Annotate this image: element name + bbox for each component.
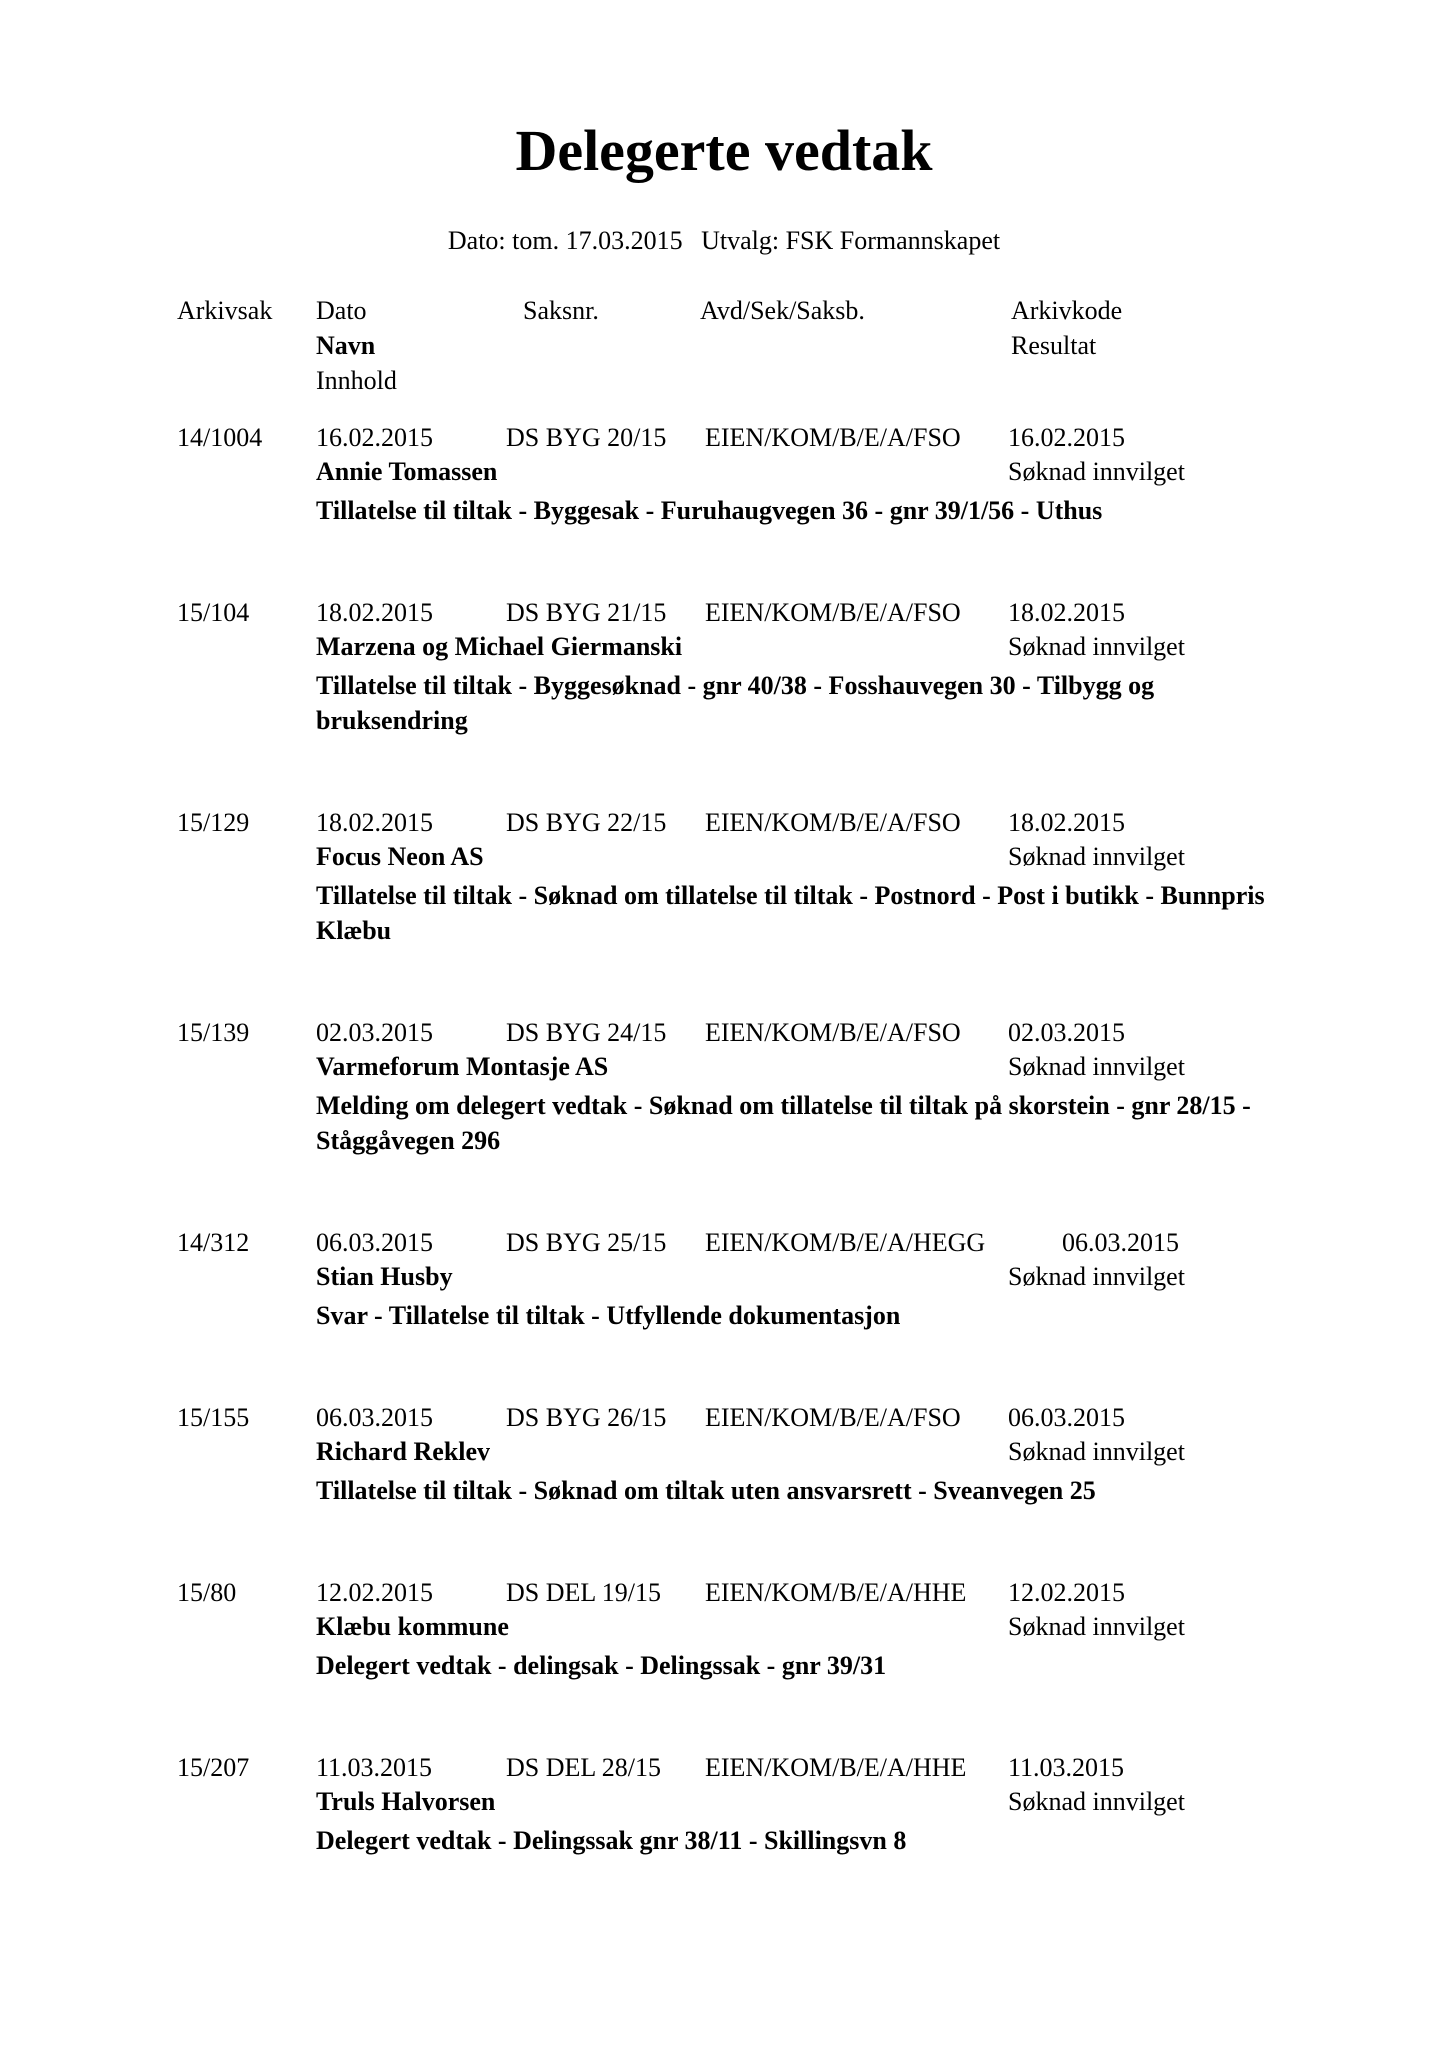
report-subtitle: [0, 228, 1448, 254]
date-filter: Dato: tom. 17.03.2015: [447, 226, 683, 255]
entry-resultat: Søknad innvilget: [1008, 1612, 1185, 1641]
entry-arkivkode: 02.03.2015: [1008, 1018, 1125, 1047]
entry-avd: EIEN/KOM/B/E/A/FSO: [705, 1018, 961, 1047]
entry-resultat: Søknad innvilget: [1008, 1262, 1185, 1291]
entry-resultat: Søknad innvilget: [1008, 842, 1185, 871]
entry-arkivsak: 15/129: [177, 808, 250, 837]
entry-saksnr: DS BYG 24/15: [506, 1018, 667, 1047]
entry-dato: 18.02.2015: [316, 808, 433, 837]
entry-navn: Richard Reklev: [316, 1437, 491, 1466]
entry-innhold: Tillatelse til tiltak - Søknad om tillatelse til tiltak - Postnord - Post i butikk - Bunnpris Klæbu: [316, 881, 1265, 945]
entry-dato: 11.03.2015: [316, 1753, 433, 1782]
entry-navn: Focus Neon AS: [316, 842, 484, 871]
entry-navn: Annie Tomassen: [316, 457, 498, 486]
entry-dato: 06.03.2015: [316, 1403, 433, 1432]
entry-row: [0, 1755, 1448, 1875]
entry-arkivsak: 14/1004: [177, 423, 263, 452]
header-avd: Avd/Sek/Saksb.: [700, 296, 865, 325]
entry-innhold: Svar - Tillatelse til tiltak - Utfyllende dokumentasjon: [316, 1301, 901, 1330]
header-arkivkode: Arkivkode: [1011, 296, 1123, 325]
entry-arkivkode: 18.02.2015: [1008, 808, 1125, 837]
entry-row: [0, 808, 1448, 945]
entry-avd: EIEN/KOM/B/E/A/HHE: [705, 1753, 967, 1782]
entry-innhold: Melding om delegert vedtak - Søknad om tillatelse til tiltak på skorstein - gnr 28/15 - Ståggåvegen 296: [316, 1091, 1251, 1155]
entry-avd: EIEN/KOM/B/E/A/HEGG: [705, 1228, 986, 1257]
entry-innhold: Tillatelse til tiltak - Byggesak - Furuhaugvegen 36 - gnr 39/1/56 - Uthus: [316, 496, 1103, 525]
entry-arkivkode: 18.02.2015: [1008, 598, 1125, 627]
entry-innhold: Tillatelse til tiltak - Søknad om tiltak uten ansvarsrett - Sveanvegen 25: [316, 1476, 1096, 1505]
header-resultat: Resultat: [1011, 331, 1097, 360]
page-title: Delegerte vedtak: [515, 118, 933, 183]
entry-dato: 02.03.2015: [316, 1018, 433, 1047]
entry-arkivkode: 12.02.2015: [1008, 1578, 1125, 1607]
entry-arkivkode: 11.03.2015: [1008, 1753, 1125, 1782]
header-saksnr: Saksnr.: [523, 296, 599, 325]
entry-saksnr: DS BYG 21/15: [506, 598, 667, 627]
entry-row: [0, 598, 1448, 735]
entry-arkivsak: 15/155: [177, 1403, 250, 1432]
entry-saksnr: DS BYG 26/15: [506, 1403, 667, 1432]
header-innhold: Innhold: [316, 366, 397, 395]
entry-resultat: Søknad innvilget: [1008, 632, 1185, 661]
entry-resultat: Søknad innvilget: [1008, 1052, 1185, 1081]
entry-navn: Stian Husby: [316, 1262, 453, 1291]
entry-dato: 18.02.2015: [316, 598, 433, 627]
entry-resultat: Søknad innvilget: [1008, 457, 1185, 486]
header-arkivsak: Arkivsak: [177, 296, 273, 325]
entry-navn: Varmeforum Montasje AS: [316, 1052, 609, 1081]
committee-filter: Utvalg: FSK Formannskapet: [701, 226, 1001, 255]
header-navn: Navn: [316, 331, 376, 360]
entry-dato: 06.03.2015: [316, 1228, 433, 1257]
entry-arkivsak: 14/312: [177, 1228, 250, 1257]
entry-saksnr: DS BYG 22/15: [506, 808, 667, 837]
entry-resultat: Søknad innvilget: [1008, 1437, 1185, 1466]
entry-arkivsak: 15/104: [177, 598, 250, 627]
entry-dato: 12.02.2015: [316, 1578, 433, 1607]
entry-avd: EIEN/KOM/B/E/A/FSO: [705, 423, 961, 452]
entry-saksnr: DS DEL 28/15: [506, 1753, 662, 1782]
entry-arkivsak: 15/80: [177, 1578, 237, 1607]
entry-row: [0, 1230, 1448, 1350]
entry-avd: EIEN/KOM/B/E/A/FSO: [705, 808, 961, 837]
entry-saksnr: DS BYG 25/15: [506, 1228, 667, 1257]
entry-saksnr: DS DEL 19/15: [506, 1578, 662, 1607]
entry-row: [0, 1018, 1448, 1155]
entry-saksnr: DS BYG 20/15: [506, 423, 667, 452]
entry-arkivkode: 16.02.2015: [1008, 423, 1125, 452]
entry-navn: Truls Halvorsen: [316, 1787, 496, 1816]
entry-row: [0, 1405, 1448, 1525]
entry-arkivkode: 06.03.2015: [1008, 1403, 1125, 1432]
entry-avd: EIEN/KOM/B/E/A/HHE: [705, 1578, 967, 1607]
entry-innhold: Delegert vedtak - Delingssak gnr 38/11 - Skillingsvn 8: [316, 1826, 907, 1855]
entry-dato: 16.02.2015: [316, 423, 433, 452]
entry-innhold: Tillatelse til tiltak - Byggesøknad - gnr 40/38 - Fosshauvegen 30 - Tilbygg og bruksendring: [316, 671, 1155, 735]
entry-row: [0, 1580, 1448, 1700]
entry-row: [0, 425, 1448, 545]
entry-resultat: Søknad innvilget: [1008, 1787, 1185, 1816]
entry-arkivsak: 15/139: [177, 1018, 250, 1047]
entry-avd: EIEN/KOM/B/E/A/FSO: [705, 1403, 961, 1432]
entry-navn: Marzena og Michael Giermanski: [316, 632, 683, 661]
header-dato: Dato: [316, 296, 367, 325]
entry-arkivkode: 06.03.2015: [1062, 1228, 1179, 1257]
entry-innhold: Delegert vedtak - delingsak - Delingssak - gnr 39/31: [316, 1651, 887, 1680]
entry-arkivsak: 15/207: [177, 1753, 250, 1782]
entry-avd: EIEN/KOM/B/E/A/FSO: [705, 598, 961, 627]
entry-navn: Klæbu kommune: [316, 1612, 509, 1641]
